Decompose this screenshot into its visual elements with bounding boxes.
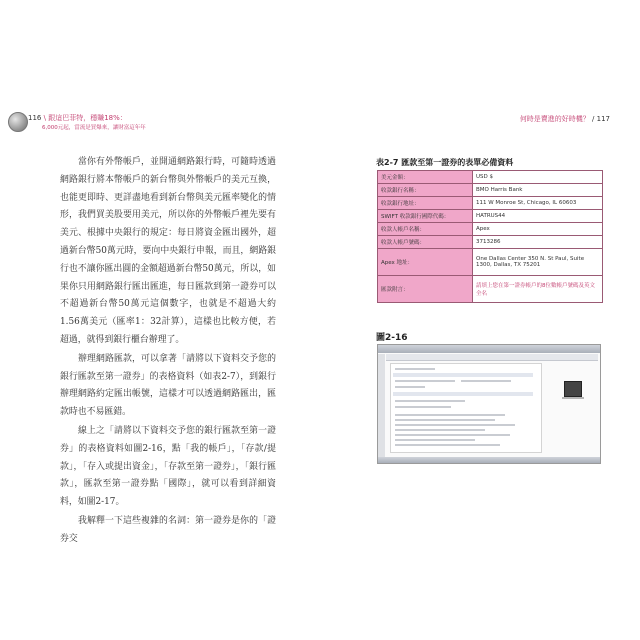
video-thumbnail: [564, 381, 582, 397]
text-line: [395, 444, 500, 446]
left-running-title: \ 跟這巴菲特，穩賺18%：: [43, 114, 127, 122]
table-row: [378, 184, 603, 197]
right-page-number: 117: [596, 115, 610, 123]
thumbnail-caption: [562, 397, 584, 399]
browser-titlebar: [378, 345, 600, 353]
form-row: [393, 373, 533, 377]
body-paragraph: 線上之「請將以下資料交予您的銀行匯款至第一證券」的表格資料如圖2-16，點「我的帳戶」，「存款/提款」，「存入或提出資金」，「存款至第一證券」，「銀行匯款」，匯款至第一證券點「國際」，就可以看到詳細資料，如圖2-17。: [60, 425, 276, 508]
left-running-subtitle: 6,000元起，當流是買爆來，讓財富這年年: [42, 125, 146, 131]
text-line: [395, 414, 505, 416]
text-line: [395, 439, 475, 441]
browser-sidebar: [378, 354, 385, 457]
table-value: HATRUS44: [473, 210, 603, 223]
text-line: [395, 434, 510, 436]
body-paragraph: 辦理網路匯款，可以拿著「請將以下資料交予您的銀行匯款至第一證券」的表格資料（如表2-7），到銀行辦理網路約定匯出帳號，這樣才可以透過網路匯出，匯款時也不易匯錯。: [60, 353, 276, 418]
left-page-body: [60, 154, 276, 550]
table-value: Apex: [473, 223, 603, 236]
table-key: 收款人帳戶號碼：: [378, 236, 473, 249]
table-row: [378, 197, 603, 210]
table-value: 3713286: [473, 236, 603, 249]
table-title: 表2-7 匯款至第一證券的表單必備資料: [376, 158, 514, 167]
table-key: 匯款附言：: [378, 276, 473, 303]
screenshot-figure: [377, 344, 601, 464]
remittance-info-table: [377, 170, 603, 303]
text-line: [395, 424, 515, 426]
right-page-header: [520, 114, 610, 124]
form-row: [393, 392, 533, 396]
table-row: [378, 210, 603, 223]
figure-label: 圖2-16: [376, 333, 408, 343]
table-key: SWIFT 收款銀行國際代碼：: [378, 210, 473, 223]
table-row: [378, 276, 603, 303]
text-line: [395, 368, 435, 370]
body-paragraph: 我解釋一下這些複雜的名詞：第一證券是你的「證券交: [60, 515, 276, 544]
left-page-number: 116: [28, 114, 42, 122]
content-panel: [390, 363, 542, 453]
table-key: 收款人帳戶名稱：: [378, 223, 473, 236]
table-key: 收款銀行名稱：: [378, 184, 473, 197]
table-row: [378, 171, 603, 184]
browser-statusbar: [378, 457, 600, 463]
table-value: USD $: [473, 171, 603, 184]
text-line: [461, 380, 511, 382]
right-running-title: 何時是賣進的好時機？: [519, 115, 590, 123]
text-line: [395, 419, 495, 421]
table-value: 111 W Monroe St, Chicago, IL 60603: [473, 197, 603, 210]
header-separator: /: [592, 115, 595, 123]
body-paragraph: 當你有外幣帳戶，並開通網路銀行時，可隨時透過網路銀行將本幣帳戶的新台幣與外幣帳戶的美元互換，也能更即時、更詳盡地看到新台幣與美元匯率變化的情形，我們買美股要用美元，所以你的外幣帳戶裡先要有美元、根據中央銀行的規定：每日將資金匯出國外，超過新台幣50萬元時，要向中央銀行申報，而且，網路銀行也不讓你匯出圓的金額超過新台幣50萬元，所以，如果你只用網路銀行匯出匯進，每日匯款到第一證券可以不超過新台幣50萬元這個數字，也就是不超過大約1.56萬美元（匯率1：32計算），這樣也比較方便，若超過，就得到銀行櫃台辦理了。: [60, 157, 276, 345]
site-nav-bar: [386, 354, 598, 361]
table-key: 美元金額：: [378, 171, 473, 184]
table-value-note: 請填上您在第一證券帳戶的8位數帳戶號碼及英文全名: [473, 276, 603, 303]
table-value: BMO Harris Bank: [473, 184, 603, 197]
text-line: [395, 429, 485, 431]
table-key: Apex 地址：: [378, 249, 473, 276]
table-row: [378, 249, 603, 276]
text-line: [395, 386, 425, 388]
table-value: One Dallas Center 350 N. St Paul, Suite 1300, Dallas, TX 75201: [473, 249, 603, 276]
table-key: 收款銀行地址：: [378, 197, 473, 210]
text-line: [395, 380, 455, 382]
text-line: [395, 400, 465, 402]
table-row: [378, 223, 603, 236]
left-page-header: [28, 114, 146, 131]
table-row: [378, 236, 603, 249]
coin-icon: [8, 112, 28, 132]
text-line: [395, 406, 451, 408]
